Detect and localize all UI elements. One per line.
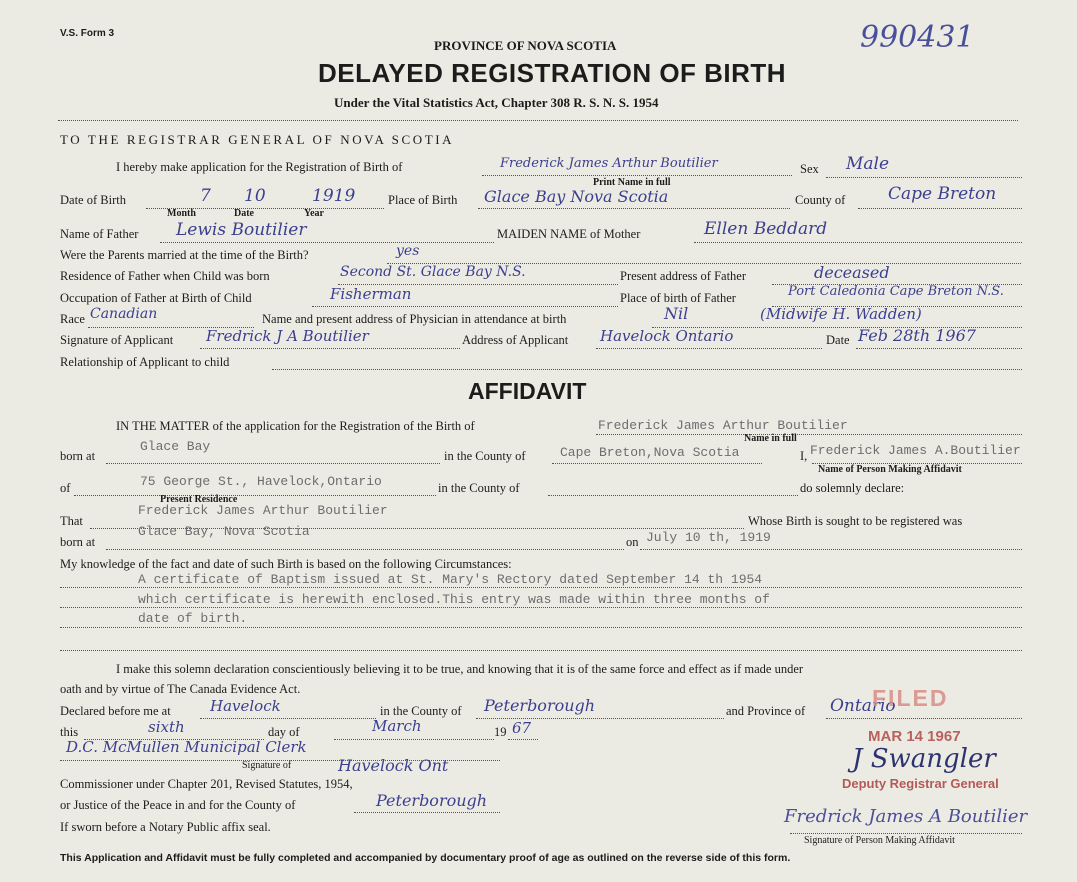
circ-line-1 bbox=[60, 587, 1022, 588]
present-address-label: Present address of Father bbox=[620, 269, 747, 283]
deputy-registrar-stamp: Deputy Registrar General bbox=[842, 776, 999, 791]
month-label: Month bbox=[167, 208, 196, 219]
applicant-signature-field[interactable]: Fredrick J A Boutilier bbox=[206, 327, 369, 345]
on-field[interactable]: July 10 th, 1919 bbox=[646, 530, 771, 545]
occupation-line bbox=[312, 306, 618, 307]
on-label: on bbox=[626, 535, 639, 549]
born-at-field-2[interactable]: Glace Bay, Nova Scotia bbox=[138, 524, 310, 539]
whose-birth-label: Whose Birth is sought to be registered was bbox=[748, 514, 963, 528]
commissioner-label: Commissioner under Chapter 201, Revised Statutes, 1954, bbox=[60, 777, 353, 791]
name-in-full-label: Name in full bbox=[744, 433, 797, 444]
month-field[interactable]: March bbox=[372, 717, 422, 735]
footer-note: This Application and Affidavit must be fully completed and accompanied by documentary proof of age as outlined on the reverse side of this form. bbox=[60, 852, 791, 864]
sex-line bbox=[826, 177, 1022, 178]
relationship-line bbox=[272, 369, 1022, 370]
mother-field[interactable]: Ellen Beddard bbox=[704, 219, 828, 239]
circ-line-2 bbox=[60, 607, 1022, 608]
registration-number: 990431 bbox=[860, 20, 975, 55]
in-county-label-2: in the County of bbox=[438, 481, 520, 495]
that-field[interactable]: Frederick James Arthur Boutilier bbox=[138, 503, 388, 518]
born-at-line bbox=[106, 463, 440, 464]
year-line bbox=[508, 739, 538, 740]
commissioner-place: Havelock Ont bbox=[338, 756, 449, 775]
father-birthplace-label: Place of birth of Father bbox=[620, 291, 736, 305]
present-address-field[interactable]: deceased bbox=[814, 263, 890, 282]
knowledge-label: My knowledge of the fact and date of such Birth is based on the following Circumstances: bbox=[60, 557, 512, 571]
person-signature: Fredrick James A Boutilier bbox=[784, 806, 1028, 827]
i-label: I, bbox=[800, 449, 808, 463]
residence-aff-field[interactable]: 75 George St., Havelock,Ontario bbox=[140, 474, 382, 489]
commissioner-signature: D.C. McMullen Municipal Clerk bbox=[66, 738, 307, 756]
county-field[interactable]: Cape Breton bbox=[888, 184, 997, 204]
father-line bbox=[160, 242, 494, 243]
person-signature-label: Signature of Person Making Affidavit bbox=[804, 835, 955, 846]
race-field[interactable]: Canadian bbox=[90, 306, 158, 322]
circ-line-4 bbox=[60, 650, 1022, 651]
born-at-label-2: born at bbox=[60, 535, 96, 549]
residence-label: Residence of Father when Child was born bbox=[60, 269, 270, 283]
declare-label: do solemnly declare: bbox=[800, 481, 905, 495]
county-line bbox=[858, 208, 1022, 209]
physician-field[interactable]: Nil bbox=[664, 304, 689, 323]
in-county-label: in the County of bbox=[444, 449, 526, 463]
married-field[interactable]: yes bbox=[396, 243, 420, 259]
matter-field[interactable]: Frederick James Arthur Boutilier bbox=[598, 418, 848, 433]
present-residence-label: Present Residence bbox=[160, 494, 238, 505]
county-label: County of bbox=[795, 193, 846, 207]
application-date-line bbox=[856, 348, 1022, 349]
physician-note: (Midwife H. Wadden) bbox=[760, 305, 922, 323]
matter-label: IN THE MATTER of the application for the Registration of the Birth of bbox=[116, 419, 475, 433]
deputy-signature: J Swangler bbox=[852, 744, 996, 774]
circumstance-2[interactable]: which certificate is herewith enclosed.This entry was made within three months of bbox=[138, 592, 770, 607]
person-field[interactable]: Frederick James A.Boutilier bbox=[810, 443, 1021, 458]
month-line bbox=[334, 739, 494, 740]
province-heading: PROVINCE OF NOVA SCOTIA bbox=[434, 38, 617, 53]
justice-line bbox=[354, 812, 500, 813]
declaration-line-1: I make this solemn declaration conscientiously believing it to be true, and knowing that it is of the same force and effect as if made under bbox=[116, 662, 804, 676]
declared-line bbox=[200, 718, 376, 719]
place-line bbox=[478, 208, 790, 209]
physician-label: Name and present address of Physician in attendance at birth bbox=[262, 312, 567, 326]
father-birthplace-field[interactable]: Port Caledonia Cape Breton N.S. bbox=[788, 284, 1004, 299]
in-county-line-2 bbox=[548, 495, 798, 496]
person-label: Name of Person Making Affidavit bbox=[818, 464, 962, 475]
notary-label: If sworn before a Notary Public affix seal. bbox=[60, 820, 271, 834]
year-prefix: 19 bbox=[494, 725, 507, 739]
day-field[interactable]: sixth bbox=[148, 718, 185, 736]
page-title: DELAYED REGISTRATION OF BIRTH bbox=[318, 58, 787, 88]
on-line bbox=[640, 549, 1022, 550]
place-field[interactable]: Glace Bay Nova Scotia bbox=[484, 187, 669, 206]
form-id: V.S. Form 3 bbox=[60, 28, 115, 39]
application-date-label: Date bbox=[826, 333, 850, 347]
applicant-signature-line bbox=[200, 348, 460, 349]
application-date-field[interactable]: Feb 28th 1967 bbox=[858, 326, 976, 345]
province-field[interactable]: Ontario bbox=[830, 696, 896, 716]
mother-label: MAIDEN NAME of Mother bbox=[497, 227, 641, 241]
born-at-label: born at bbox=[60, 449, 96, 463]
occupation-label: Occupation of Father at Birth of Child bbox=[60, 291, 252, 305]
declared-label: Declared before me at bbox=[60, 704, 171, 718]
born-at-field[interactable]: Glace Bay bbox=[140, 439, 211, 454]
justice-label: or Justice of the Peace in and for the County of bbox=[60, 798, 296, 812]
divider bbox=[58, 120, 1018, 121]
dob-year-field[interactable]: 1919 bbox=[312, 186, 356, 206]
matter-line bbox=[596, 434, 1022, 435]
in-county-line bbox=[552, 463, 762, 464]
father-label: Name of Father bbox=[60, 227, 139, 241]
date-label: Date bbox=[234, 208, 254, 219]
sex-label: Sex bbox=[800, 162, 819, 176]
person-signature-line bbox=[790, 833, 1022, 834]
this-label: this bbox=[60, 725, 79, 739]
residence-aff-line bbox=[74, 495, 436, 496]
circumstance-3[interactable]: date of birth. bbox=[138, 611, 248, 626]
relationship-label: Relationship of Applicant to child bbox=[60, 355, 230, 369]
day-of-label: day of bbox=[268, 725, 300, 739]
applicant-address-line bbox=[596, 348, 822, 349]
in-county-field[interactable]: Cape Breton,Nova Scotia bbox=[560, 445, 740, 460]
stamp-date: MAR 14 1967 bbox=[868, 728, 961, 745]
year-label: Year bbox=[304, 208, 324, 219]
county3-field[interactable]: Peterborough bbox=[484, 696, 596, 715]
married-label: Were the Parents married at the time of the Birth? bbox=[60, 248, 309, 262]
signature-of-label: Signature of bbox=[242, 760, 292, 771]
applicant-address-label: Address of Applicant bbox=[462, 333, 569, 347]
intro-label: I hereby make application for the Registration of Birth of bbox=[116, 160, 403, 174]
page-subtitle: Under the Vital Statistics Act, Chapter 308 R. S. N. S. 1954 bbox=[334, 95, 659, 110]
filed-stamp: FILED bbox=[872, 685, 949, 711]
applicant-address-field[interactable]: Havelock Ontario bbox=[600, 327, 734, 345]
race-label: Race bbox=[60, 312, 85, 326]
of-label: of bbox=[60, 481, 71, 495]
sex-field[interactable]: Male bbox=[846, 154, 890, 174]
child-name-field[interactable]: Frederick James Arthur Boutilier bbox=[500, 156, 718, 171]
place-label: Place of Birth bbox=[388, 193, 458, 207]
affidavit-title: AFFIDAVIT bbox=[468, 378, 587, 404]
mother-line bbox=[694, 242, 1022, 243]
that-label: That bbox=[60, 514, 83, 528]
circ-line-3 bbox=[60, 627, 1022, 628]
born-at-line-2 bbox=[106, 549, 624, 550]
dob-label: Date of Birth bbox=[60, 193, 126, 207]
addressee: TO THE REGISTRAR GENERAL OF NOVA SCOTIA bbox=[60, 132, 455, 147]
father-field[interactable]: Lewis Boutilier bbox=[176, 220, 307, 240]
occupation-field[interactable]: Fisherman bbox=[330, 285, 412, 303]
name-line bbox=[482, 175, 792, 176]
declaration-line-2: oath and by virtue of The Canada Evidence Act. bbox=[60, 682, 301, 696]
residence-field[interactable]: Second St. Glace Bay N.S. bbox=[340, 264, 526, 280]
print-name-label: Print Name in full bbox=[593, 177, 671, 188]
justice-field[interactable]: Peterborough bbox=[376, 791, 488, 810]
year-field[interactable]: 67 bbox=[512, 719, 532, 737]
applicant-signature-label: Signature of Applicant bbox=[60, 333, 174, 347]
province-line bbox=[826, 718, 1022, 719]
dob-date-field[interactable]: 10 bbox=[244, 186, 266, 206]
in-county-label-3: in the County of bbox=[380, 704, 462, 718]
circumstance-1[interactable]: A certificate of Baptism issued at St. Mary's Rectory dated September 14 th 1954 bbox=[138, 572, 763, 587]
province-label: and Province of bbox=[726, 704, 806, 718]
declared-field[interactable]: Havelock bbox=[210, 697, 281, 715]
dob-month-field[interactable]: 7 bbox=[200, 186, 211, 206]
